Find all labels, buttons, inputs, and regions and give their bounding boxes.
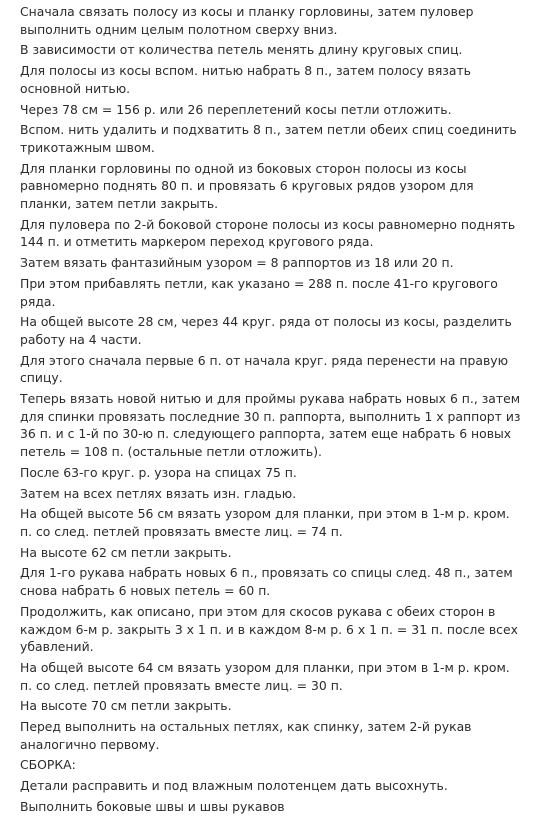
paragraph-9: При этом прибавлять петли, как указано = 288 п. после 41-го кругового ряда.	[20, 275, 498, 309]
paragraph-1: Сначала связать полосу из косы и планку горловины, затем пуловер выполнить одним целым полотном сверху вниз.	[20, 4, 474, 37]
paragraph-3: Для полосы из косы вспом. нитью набрать 8 п., затем полосу вязать основной нитью.	[20, 63, 471, 96]
paragraph-6: Для планки горловины по одной из боковых сторон полосы из косы равномерно поднять 80 п. и провязать 6 круговых рядов узором для планки, затем петли закрыть.	[20, 160, 474, 212]
paragraph-24: Выполнить боковые швы и швы рукавов	[20, 798, 285, 814]
paragraph-15: На общей высоте 56 см вязать узором для планки, при этом в 1-м р. кром. п. со след. петлей провязать вместе лиц. = 74 п.	[20, 506, 510, 539]
paragraph-14: Затем на всех петлях вязать изн. гладью.	[20, 485, 297, 501]
paragraph-20: На высоте 70 см петли закрыть.	[20, 698, 232, 714]
paragraph-16: На высоте 62 см петли закрыть.	[20, 544, 232, 560]
paragraph-11: Для этого сначала первые 6 п. от начала круг. ряда перенести на правую спицу.	[20, 352, 509, 386]
paragraph-4: Через 78 см = 156 р. или 26 переплетений косы петли отложить.	[20, 101, 452, 117]
section-heading-assembly: СБОРКА:	[20, 757, 76, 773]
paragraph-12: Теперь вязать новой нитью и для проймы рукава набрать новых 6 п., затем для спинки провязать последние 30 п. раппорта, выполнить 1 х раппорт из 36 п. и с 1-й по 30-ю п. следующего раппорта, затем еще набрать 6 новых петель = 108 п. (остальные петли отложить).	[20, 391, 521, 460]
paragraph-2: В зависимости от количества петель менять длину круговых спиц.	[20, 42, 463, 58]
paragraph-13: После 63-го круг. р. узора на спицах 75 п.	[20, 464, 297, 480]
paragraph-5: Вспом. нить удалить и подхватить 8 п., затем петли обеих спиц соединить трикотажным швом.	[20, 122, 517, 155]
paragraph-10: На общей высоте 28 см, через 44 круг. ряда от полосы из косы, разделить работу на 4 части.	[20, 314, 512, 347]
paragraph-21: Перед выполнить на остальных петлях, как спинку, затем 2-й рукав аналогично первому.	[20, 719, 472, 752]
paragraph-19: На общей высоте 64 см вязать узором для планки, при этом в 1-м р. кром. п. со след. петлей провязать вместе лиц. = 30 п.	[20, 659, 510, 693]
paragraph-18: Продолжить, как описано, при этом для скосов рукава с обеих сторон в каждом 6-м р. закрыть 3 х 1 п. и в каждом 8-м р. 6 х 1 п. = 31 п. после всех убавлений.	[20, 603, 518, 655]
paragraph-17: Для 1-го рукава набрать новых 6 п., провязать со спицы след. 48 п., затем снова набрать 6 новых петель = 60 п.	[20, 565, 513, 599]
paragraph-8: Затем вязать фантазийным узором = 8 раппортов из 18 или 20 п.	[20, 255, 454, 271]
paragraph-23: Детали расправить и под влажным полотенцем дать высохнуть.	[20, 778, 448, 794]
paragraph-7: Для пуловера по 2-й боковой стороне полосы из косы равномерно поднять 144 п. и отметить маркером переход кругового ряда.	[20, 216, 516, 250]
